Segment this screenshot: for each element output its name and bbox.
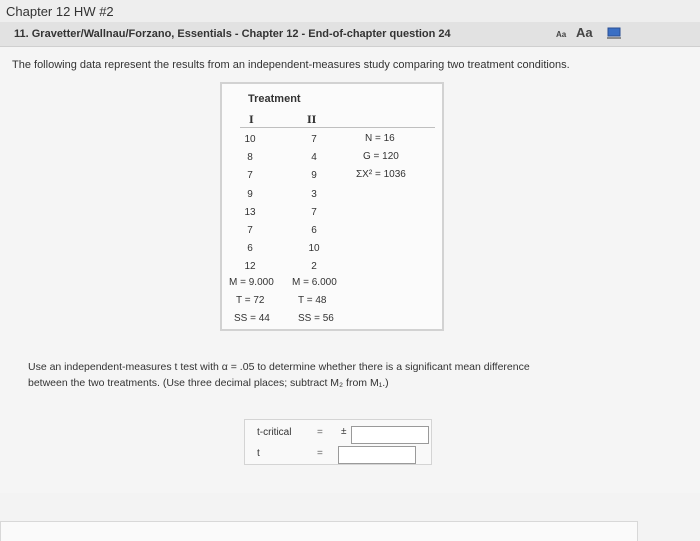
cell-i-1: 10 xyxy=(244,134,256,145)
cell-ii-2: 4 xyxy=(311,152,317,163)
total-ii: T = 48 xyxy=(298,295,327,306)
answer-panel xyxy=(244,419,432,465)
ss-i: SS = 44 xyxy=(234,313,270,324)
cell-i-3: 7 xyxy=(247,170,253,181)
cell-i-5: 13 xyxy=(244,207,256,218)
decrease-font-button[interactable]: Aa xyxy=(556,30,567,39)
t-critical-label: t-critical xyxy=(257,427,292,438)
t-critical-input[interactable] xyxy=(351,426,429,444)
n-value: N = 16 xyxy=(365,133,395,144)
t-input[interactable] xyxy=(338,446,416,464)
cell-ii-7: 10 xyxy=(308,243,320,254)
instructions xyxy=(28,359,668,391)
question-title: 11. Gravetter/Wallnau/Forzano, Essentials - Chapter 12 - End-of-chapter question 24 xyxy=(14,28,451,40)
question-header xyxy=(0,22,700,47)
t-label: t xyxy=(257,448,260,459)
question-content xyxy=(0,47,700,493)
data-table xyxy=(220,82,444,331)
cell-i-7: 6 xyxy=(247,243,253,254)
cell-ii-1: 7 xyxy=(311,134,317,145)
increase-font-button[interactable]: Aa xyxy=(576,25,593,40)
equals-sign: = xyxy=(317,427,323,438)
table-heading: Treatment xyxy=(248,93,301,105)
computer-icon[interactable] xyxy=(606,27,622,41)
column-header-2: II xyxy=(307,115,317,126)
sum-x-squared: ΣX² = 1036 xyxy=(356,169,406,180)
ss-ii: SS = 56 xyxy=(298,313,334,324)
cell-i-2: 8 xyxy=(247,152,253,163)
divider xyxy=(240,127,435,128)
total-i: T = 72 xyxy=(236,295,265,306)
instruction-line-1: Use an independent-measures t test with α = .05 to determine whether there is a significant mean difference xyxy=(28,361,530,373)
cell-i-4: 9 xyxy=(247,189,253,200)
next-section-panel xyxy=(0,521,638,541)
cell-ii-6: 6 xyxy=(311,225,317,236)
cell-ii-5: 7 xyxy=(311,207,317,218)
mean-i: M = 9.000 xyxy=(229,277,274,288)
page-title: Chapter 12 HW #2 xyxy=(6,4,114,19)
column-header-1: I xyxy=(249,115,254,126)
cell-i-8: 12 xyxy=(244,261,256,272)
cell-ii-3: 9 xyxy=(311,170,317,181)
plus-minus-sign: ± xyxy=(341,426,347,437)
intro-text: The following data represent the results from an independent-measures study comparing two treatment conditions. xyxy=(12,59,570,71)
mean-ii: M = 6.000 xyxy=(292,277,337,288)
instruction-line-2: between the two treatments. (Use three decimal places; subtract M₂ from M₁.) xyxy=(28,377,389,389)
cell-ii-8: 2 xyxy=(311,261,317,272)
g-value: G = 120 xyxy=(363,151,399,162)
equals-sign: = xyxy=(317,448,323,459)
cell-ii-4: 3 xyxy=(311,189,317,200)
top-bar xyxy=(0,0,700,23)
cell-i-6: 7 xyxy=(247,225,253,236)
